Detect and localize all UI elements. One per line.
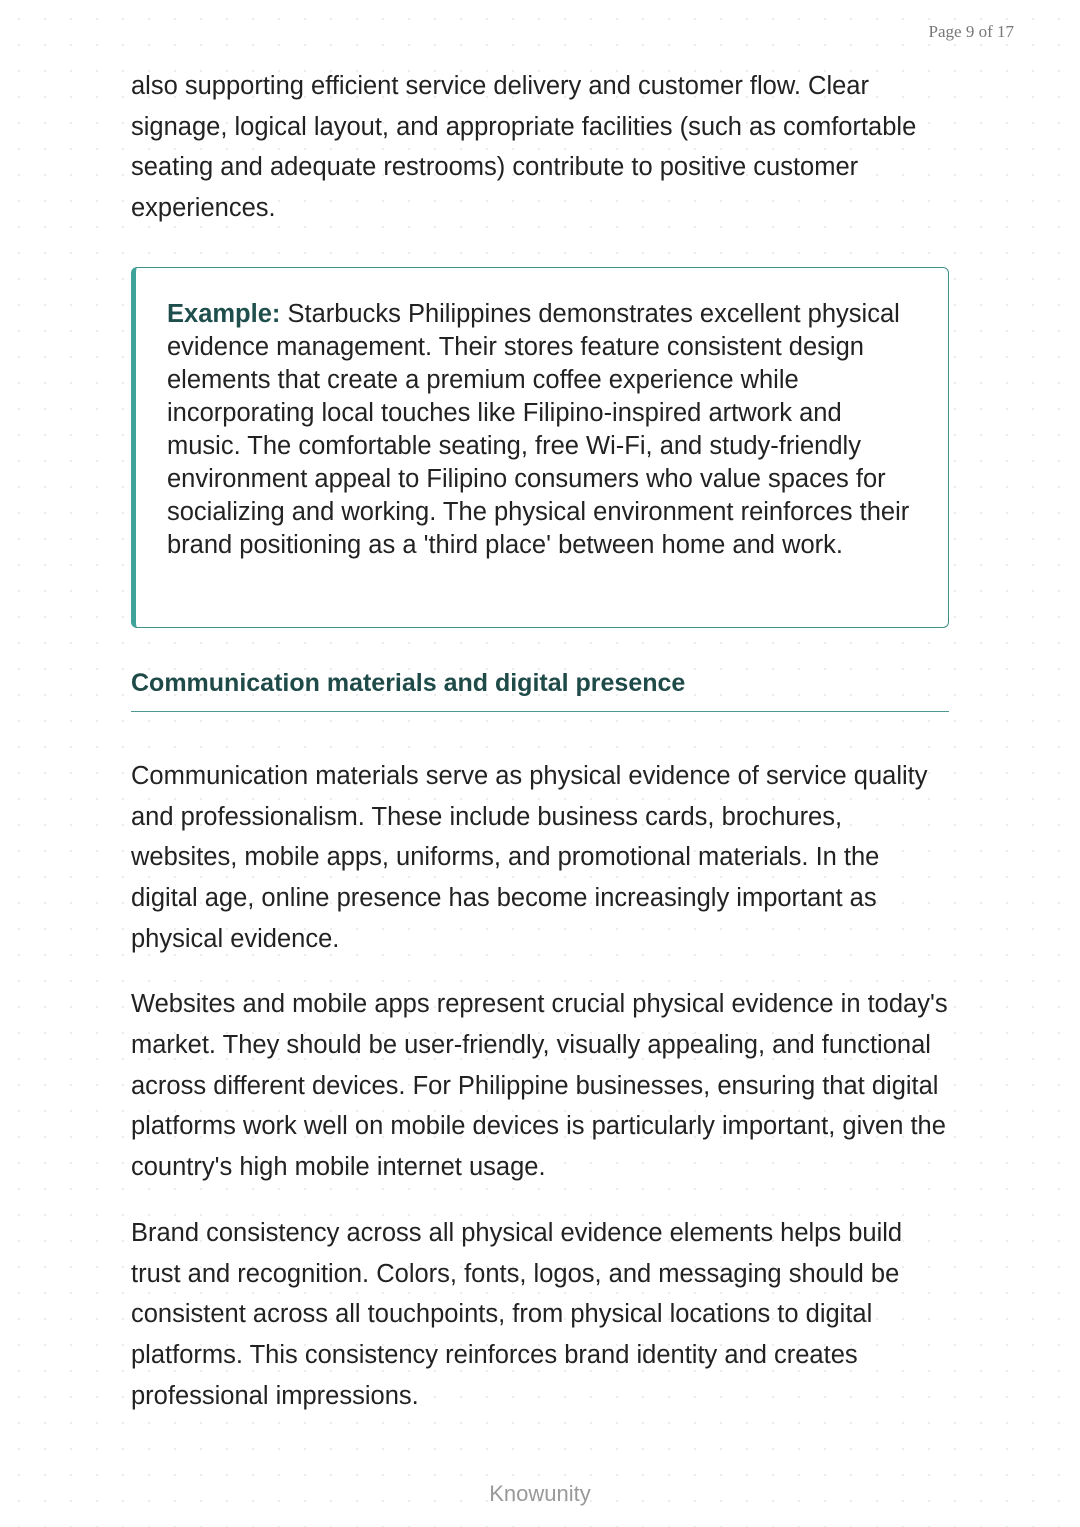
section-heading: Communication materials and digital presence [131,668,949,712]
example-label: Example: [167,299,281,328]
document-content [131,66,949,1416]
intro-paragraph: also supporting efficient service delivery and customer flow. Clear signage, logical layout, and appropriate facilities (such as comfortable seating and adequate restrooms) contribute to positive customer experiences. [131,72,917,223]
example-text: Starbucks Philippines demonstrates excellent physical evidence management. Their stores feature consistent design elements that create a premium coffee experience while incorporating local touches like Filipino-inspired artwork and music. The comfortable seating, free Wi-Fi, and study-friendly environment appeal to Filipino consumers who value spaces for socializing and working. The physical environment reinforces their brand positioning as a 'third place' between home and work. [167,299,910,559]
body-paragraph-1: Communication materials serve as physical evidence of service quality and professionalism. These include business cards, brochures, websites, mobile apps, uniforms, and promotional materials. In the digital age, online presence has become increasingly important as physical evidence. [131,761,928,953]
footer-brand: Knowunity [489,1481,591,1506]
example-callout-box [131,267,949,628]
body-paragraph-3: Brand consistency across all physical evidence elements helps build trust and recognition. Colors, fonts, logos, and messaging should be consistent across all touchpoints, from physical locations to digital platforms. This consistency reinforces brand identity and creates professional impressions. [131,1218,903,1410]
body-paragraph-2: Websites and mobile apps represent crucial physical evidence in today's market. They should be user-friendly, visually appealing, and functional across different devices. For Philippine businesses, ensuring that digital platforms work well on mobile devices is particularly important, given the country's high mobile internet usage. [131,990,948,1182]
example-paragraph [167,298,918,562]
page-number: Page 9 of 17 [928,22,1014,41]
section-body [131,756,949,1417]
